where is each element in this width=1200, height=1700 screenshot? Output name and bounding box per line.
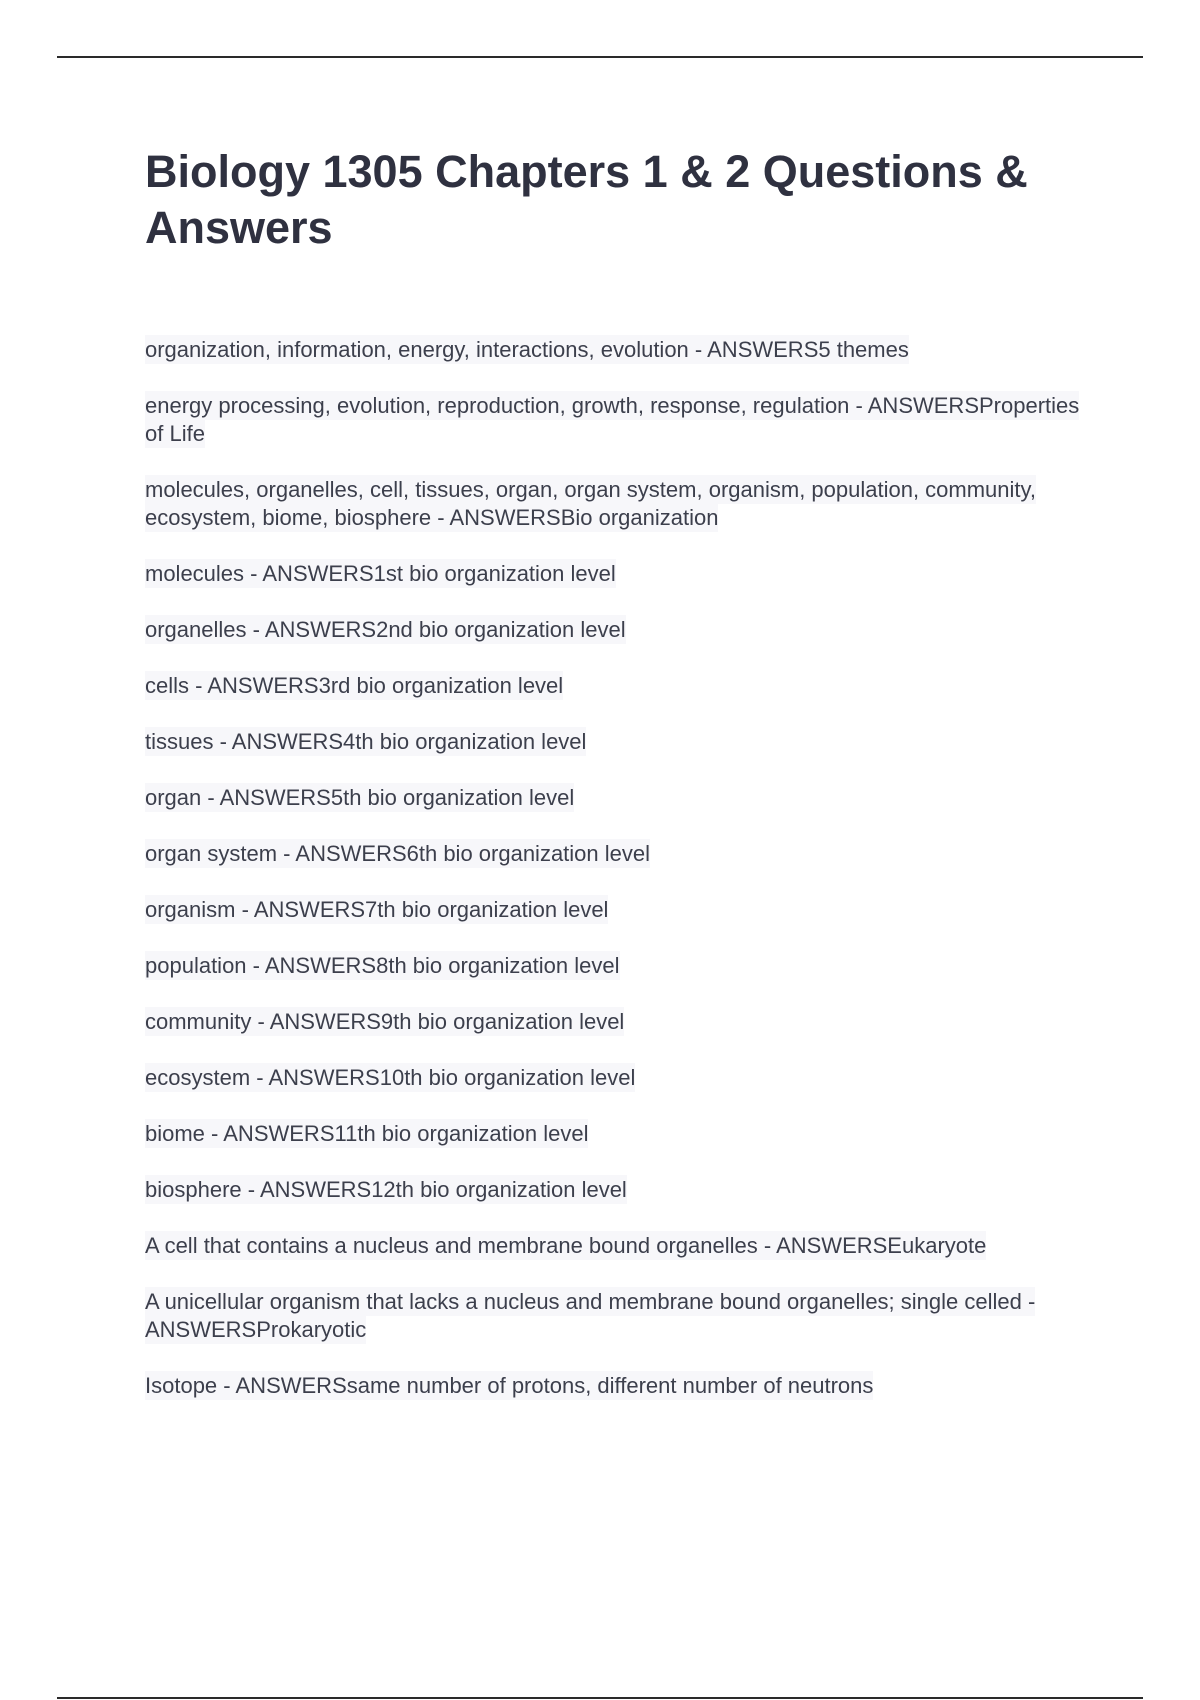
- top-rule: [57, 56, 1143, 58]
- qa-text: molecules - ANSWERS1st bio organization level: [145, 561, 616, 586]
- bottom-rule: [57, 1697, 1143, 1699]
- list-item: [145, 672, 1085, 728]
- list-item: [145, 1064, 1085, 1120]
- qa-text: energy processing, evolution, reproduction, growth, response, regulation - ANSWERSProperties of Life: [145, 393, 1080, 446]
- list-item: [145, 616, 1085, 672]
- qa-text: organ system - ANSWERS6th bio organization level: [145, 841, 651, 866]
- qa-text: organization, information, energy, interactions, evolution - ANSWERS5 themes: [145, 337, 909, 362]
- qa-text: biome - ANSWERS11th bio organization level: [145, 1121, 589, 1146]
- qa-text: population - ANSWERS8th bio organization level: [145, 953, 620, 978]
- qa-text: A unicellular organism that lacks a nucleus and membrane bound organelles; single celled - ANSWERSProkaryotic: [145, 1289, 1036, 1342]
- list-item: [145, 1232, 1085, 1288]
- list-item: [145, 336, 1085, 392]
- list-item: [145, 896, 1085, 952]
- list-item: [145, 952, 1085, 1008]
- page-title: Biology 1305 Chapters 1 & 2 Questions & Answers: [145, 146, 1028, 253]
- list-item: [145, 560, 1085, 616]
- list-item: [145, 476, 1085, 560]
- qa-text: community - ANSWERS9th bio organization level: [145, 1009, 625, 1034]
- list-item: [145, 392, 1085, 476]
- list-item: [145, 1120, 1085, 1176]
- qa-text: biosphere - ANSWERS12th bio organization level: [145, 1177, 627, 1202]
- qa-text: organelles - ANSWERS2nd bio organization level: [145, 617, 626, 642]
- qa-text: Isotope - ANSWERSsame number of protons, different number of neutrons: [145, 1373, 874, 1398]
- list-item: [145, 840, 1085, 896]
- qa-text: ecosystem - ANSWERS10th bio organization level: [145, 1065, 636, 1090]
- list-item: [145, 1008, 1085, 1064]
- qa-text: cells - ANSWERS3rd bio organization level: [145, 673, 564, 698]
- list-item: [145, 728, 1085, 784]
- list-item: [145, 1372, 1085, 1428]
- qa-text: organism - ANSWERS7th bio organization level: [145, 897, 609, 922]
- qa-text: organ - ANSWERS5th bio organization level: [145, 785, 575, 810]
- qa-list: [145, 336, 1085, 1428]
- list-item: [145, 1288, 1085, 1372]
- qa-text: molecules, organelles, cell, tissues, organ, organ system, organism, population, community, ecosystem, biome, biosphere - ANSWERSBio organization: [145, 477, 1037, 530]
- list-item: [145, 1176, 1085, 1232]
- qa-text: tissues - ANSWERS4th bio organization level: [145, 729, 587, 754]
- list-item: [145, 784, 1085, 840]
- qa-text: A cell that contains a nucleus and membrane bound organelles - ANSWERSEukaryote: [145, 1233, 987, 1258]
